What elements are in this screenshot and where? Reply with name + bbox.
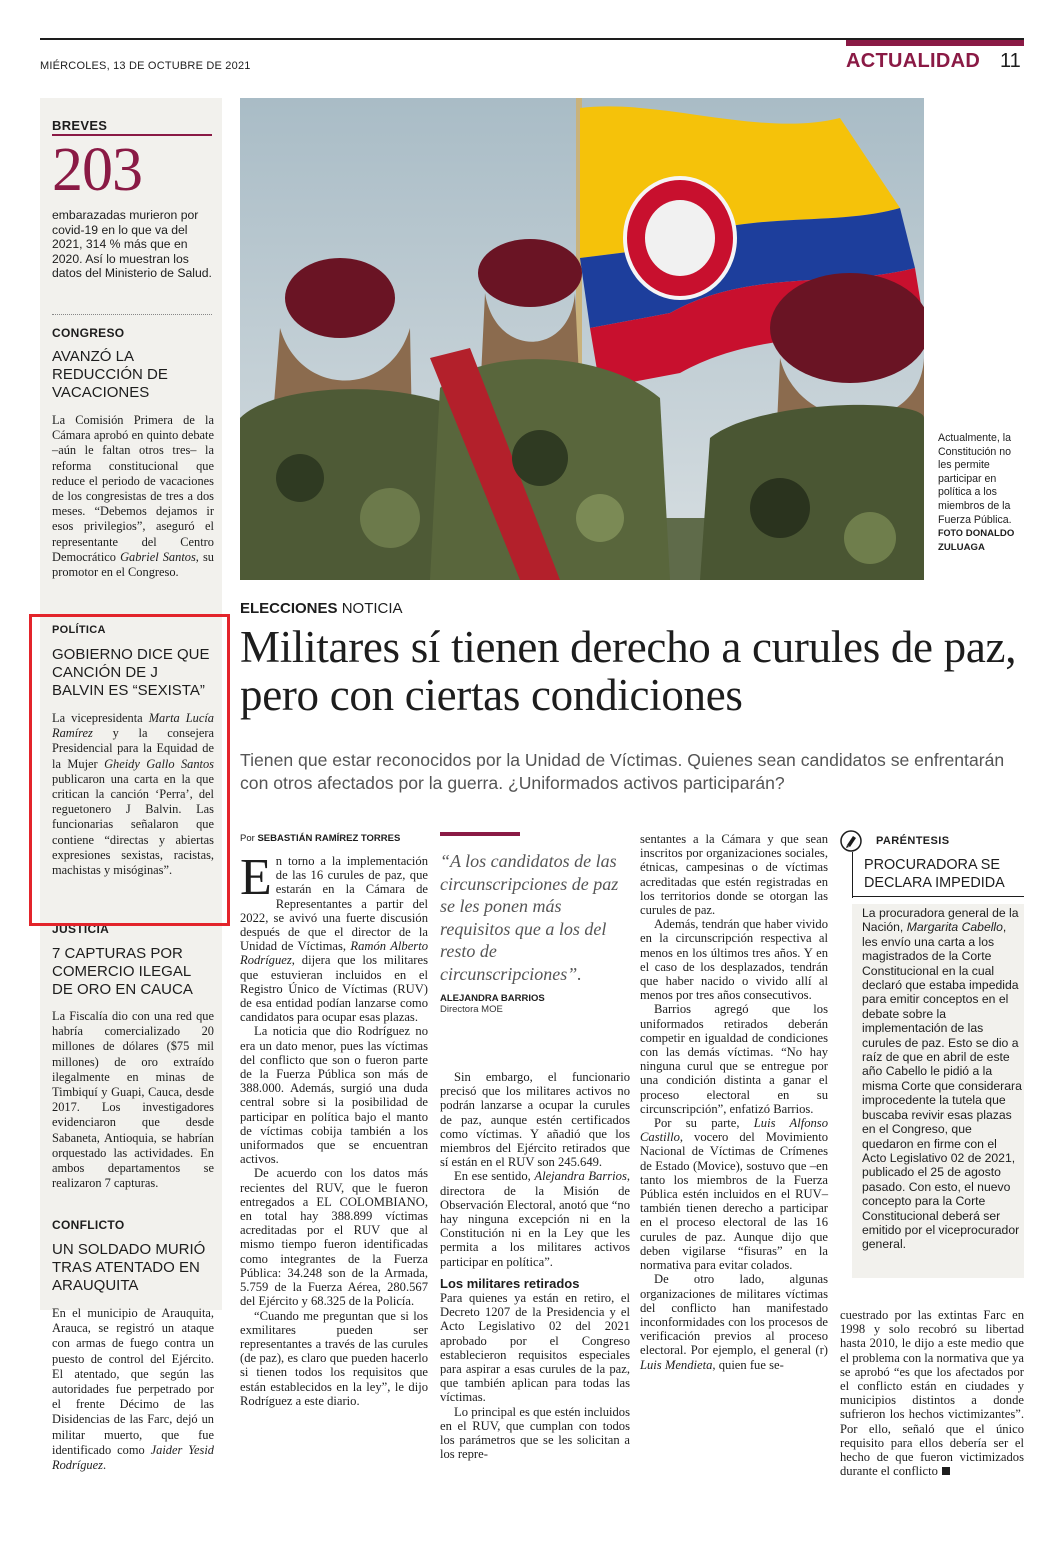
brief-person: Gheidy Gallo Santos [104,756,215,771]
photo-credit: DONALDO ZULUAGA [938,528,1015,553]
paragraph: Además, tendrán que haber vivido en la circunscripción respectiva al menos en los últimos tres años. Y en el caso de los desplazados, tendrán que haber nacido o vivido allí al menos por tres años consecutivos. [640,917,828,1003]
box-rule [852,852,853,898]
highlight-box [29,614,230,926]
brief-kicker-conflicto: CONFLICTO [52,1218,125,1232]
brief-headline-politica: GOBIERNO DICE QUE CANCIÓN DE J BALVIN ES “SEXISTA” [52,646,210,699]
brief-body-conflicto [52,1306,214,1473]
pull-quote: “A los candidatos de las circunscripciones de paz se les ponen más requisitos que a los del resto de circunscripciones”. [440,851,619,984]
brief-text: En el municipio de Arauquita, Arauca, se registró un ataque con armas de fuego contra un puesto de control del Ejército. El atentado, que según las autoridades fue perpetrado por el frente Décimo de las Disidencias de las Farc, dejó un militar muerto, que fue identificado como [52,1306,214,1457]
caption-text: Actualmente, la Constitución no les permite participar en política a los miembros de la Fuerza Pública. [938,432,1012,526]
paragraph: sentantes a la Cámara y que sean inscritos por organizaciones sociales, étnicas, campesinas o de víctimas acreditadas que estén registradas en los territorios donde se otorgan las curules de paz. [640,832,828,918]
body-text: De otro lado, algunas organizaciones de militares víctimas del conflicto han manifestado inconformidades con los procesos de verificación previos al proceso electoral. Por ejemplo, el general (r) [640,1272,828,1358]
paragraph [440,1169,630,1268]
article-headline: Militares sí tienen derecho a curules de paz, pero con ciertas condiciones [240,622,1017,720]
divider [52,314,212,315]
article-column-4 [840,1308,1024,1478]
body-text: En ese sentido, [454,1169,535,1184]
paragraph: De acuerdo con los datos más recientes del RUV, que le fueron entregados a EL COLOMBIANO, en total hay 388.899 víctimas acreditadas por el RUV que al mismo tiempo fueron identificadas como integrantes de la Fuerza Pública: 34.248 son de la Armada, 5.759 de la Fuerza Aérea, 280.567 del Ejército y 68.325 de la Policía. [240,1166,428,1309]
brief-headline-justicia: 7 CAPTURAS POR COMERCIO ILEGAL DE ORO EN CAUCA [52,945,193,998]
brief-text: La vicepresidenta [52,711,149,725]
byline [240,833,400,844]
brief-headline-congreso: AVANZÓ LA REDUCCIÓN DE VACACIONES [52,348,168,401]
paragraph: Lo principal es que estén incluidos en el RUV, que cumplan con todos los parámetros que se les solicitan a los repre- [440,1404,630,1462]
kicker-type: NOTICIA [341,600,403,617]
article-photo [240,98,924,580]
brief-person: Marta Lucía Ramírez [52,711,214,741]
body-text: , vocero del Movimiento Nacional de Víctimas de Crímenes de Estado (Movice), sostuvo que –en tanto los miembros de la Fuerza Pública estén incluidos en el RUV– también tienen derecho a participar en el proceso electoral de las 16 curules de paz. Aunque dijo que deben vigilarse “fisuras” en la normativa para evitar colados. [640,1130,828,1273]
body-person: Ramón Alberto Rodríguez [240,939,429,968]
brief-text: publicaron una carta en la que critican la canción ‘Perra’, del reguetonero J Balvin. Las funcionarias señalaron que contiene “directas y abiertas expresiones sexistas, racistas, machistas y misóginas”. [52,771,214,878]
paragraph [640,1116,828,1272]
parentesis-headline: PROCURADORA SE DECLARA IMPEDIDA [864,857,1005,891]
soldiers-flag-illustration [240,98,924,580]
body-text: , les envío una carta a los magistrados de la Corte Constitucional en la cual declaró que estaba impedida para emitir conceptos en el debate sobre la implementación de las curules de paz. Esto se dio a raíz de que en abril de este año Cabello le pidió a la misma Corte que considerara improcedente la tutela que buscaba revivir esas plazas en el Congreso, que quedaron en firme con el Acto Legislativo 02 de 2021, publicado el 25 de agosto pasado. Con esto, el nuevo concepto para la Corte Constitucional deberá ser emitido por el viceprocurador general. [862,920,1022,1252]
subhead: Los militares retirados [440,1275,580,1291]
body-text: , quien fue se- [712,1357,784,1372]
paragraph: Barrios agregó que los uniformados retirados deberán competir en igualdad de condiciones con las demás víctimas. “No hay ninguna curul que se entregue por una condición distinta a ganar el proceso electoral en su circunscripción”, enfatizó Barrios. [640,1002,828,1116]
pencil-icon [840,830,862,852]
box-rule [852,896,1024,897]
photo-caption [938,432,1024,554]
end-mark [942,1467,950,1475]
brief-text: , su promotor en el Congreso. [52,549,214,580]
body-person: Luis Alfonso Castillo [640,1116,828,1145]
article-column-3 [640,832,828,1372]
quote-role: Directora MOE [440,1004,503,1015]
paragraph: Para quienes ya están en retiro, el Decreto 1207 de la Presidencia y el Acto Legislativo 02 del 2021 aprobado por el Congreso establecieron requisitos especiales para aspirar a esas curules de la paz, que también aplican para todas las víctimas. [440,1291,630,1405]
body-text: Por su parte, [654,1116,754,1131]
brief-kicker-politica: POLÍTICA [52,624,106,636]
brief-body-congreso [52,413,214,580]
stat-text: embarazadas murieron por covid-19 en lo que va del 2021, 314 % más que en 2020. Así lo muestran los datos del Ministerio de Salud. [52,208,212,281]
brief-kicker-justicia: JUSTICIA [52,922,110,936]
stat-number: 203 [52,136,142,204]
section-bar [846,40,1024,46]
brief-body-justicia: La Fiscalía dio con una red que habría comercializado 20 millones de dólares ($75 mil millones) de oro extraído ilegalmente en minas de Timbiquí y Guapi, Cauca, desde 2017. Los investigadores evidenciaron que desde Sabaneta, Antioquia, se habrían orquestado las actividades. En ambos departamentos se realizaron 7 capturas. [52,1009,214,1191]
body-text: cuestrado por las extintas Farc en 1998 y solo recobró su libertad hasta 2010, le dijo a este medio que el problema con la normativa que ya se aprobó “es que los afectados por el conflicto están en ciudades y municipios distintos a donde sufrieron los hechos victimizantes”. Por ello, señaló que el único requisito para ellos debería ser el hecho de que fueron victimizados durante el conflicto [840,1308,1024,1479]
quote-author: ALEJANDRA BARRIOS [440,993,545,1004]
breves-label: BREVES [52,118,108,133]
body-person: Margarita Cabello [906,920,1003,935]
parentesis-label: PARÉNTESIS [876,835,950,847]
brief-person: Jaider Yesid Rodríguez [52,1442,214,1473]
brief-text: . [102,1458,107,1473]
body-person: Luis Mendieta [640,1357,713,1372]
issue-date: MIÉRCOLES, 13 DE OCTUBRE DE 2021 [40,60,251,72]
body-person: Alejandra Barrios [534,1169,627,1184]
body-text: n torno a la implementación de las 16 curules de paz, que estarán en la Cámara de Representantes a partir del 2022, se avivó una fuerte discusión después de que el director de la Unidad de Víctimas, [240,854,428,954]
body-text: La procuradora general de la Nación, [862,906,1019,935]
photo-credit-label: FOTO [938,528,963,539]
drop-cap: E [240,849,272,906]
paragraph: La noticia que dio Rodríguez no era un dato menor, pues las víctimas del conflicto que son o fueron parte de la Fuerza Pública son más de 388.000. Además, surgió una duda central sobre si la posibilidad de participar en política bajo el manto de víctimas cobija también a los uniformados que se encuentran activos. [240,1024,428,1167]
section-title: ACTUALIDAD [846,50,981,72]
article-dek: Tienen que estar reconocidos por la Unidad de Víctimas. Quienes sean candidatos se enfrentarán con otros afectados por la guerra. ¿Uniformados activos participarán? [240,750,1005,793]
byline-author: SEBASTIÁN RAMÍREZ TORRES [257,833,401,844]
paragraph [640,1272,828,1371]
brief-headline-conflicto: UN SOLDADO MURIÓ TRAS ATENTADO EN ARAUQUITA [52,1241,206,1294]
brief-person: Gabriel Santos [120,549,196,564]
article-column-2 [440,1070,630,1461]
brief-text: y la consejera Presidencial para la Equidad de la Mujer [52,726,214,771]
page-number: 11 [1000,50,1021,72]
body-text: , directora de la Misión de Observación Electoral, anotó que “no hay ninguna excepción ni en la Constitución ni en la Ley que les permita a los militares activos participar en política”. [440,1169,630,1269]
body-text: , dijera que los militares que estuvieran incluidos en el Registro Único de Víctimas (RUV) de esa entidad podían lanzarse como candidatos para ocupar esas plazas. [240,953,428,1025]
article-column-1 [240,849,429,1408]
paragraph: Sin embargo, el funcionario precisó que los militares activos no podrán lanzarse a ocupar la curules de paz, aunque estén certificados como víctimas. Y añadió que los miembros del Ejército retirados que sí están en el RUV son 245.649. [440,1070,630,1170]
kicker-topic: ELECCIONES [240,600,338,617]
parentesis-body [862,906,1022,1252]
paragraph: “Cuando me preguntan que si los exmilitares pueden ser representantes a través de las curules (de paz), es claro que pueden hacerlo si tienen todos los requisitos que están establecidos en la ley”, le dijo Rodríguez a este diario. [240,1308,428,1408]
brief-kicker-congreso: CONGRESO [52,326,125,340]
byline-prefix: Por [240,833,255,844]
brief-text: La Comisión Primera de la Cámara aprobó en quinto debate –aún le faltan otros tres– la reforma constitucional que reduce el periodo de vacaciones de los congresistas de tres a dos meses. “Debemos dejamos ir esos privilegios”, aseguró el representante del Centro Democrático [52,413,214,564]
quote-bar [440,832,520,836]
article-kicker [240,600,403,617]
